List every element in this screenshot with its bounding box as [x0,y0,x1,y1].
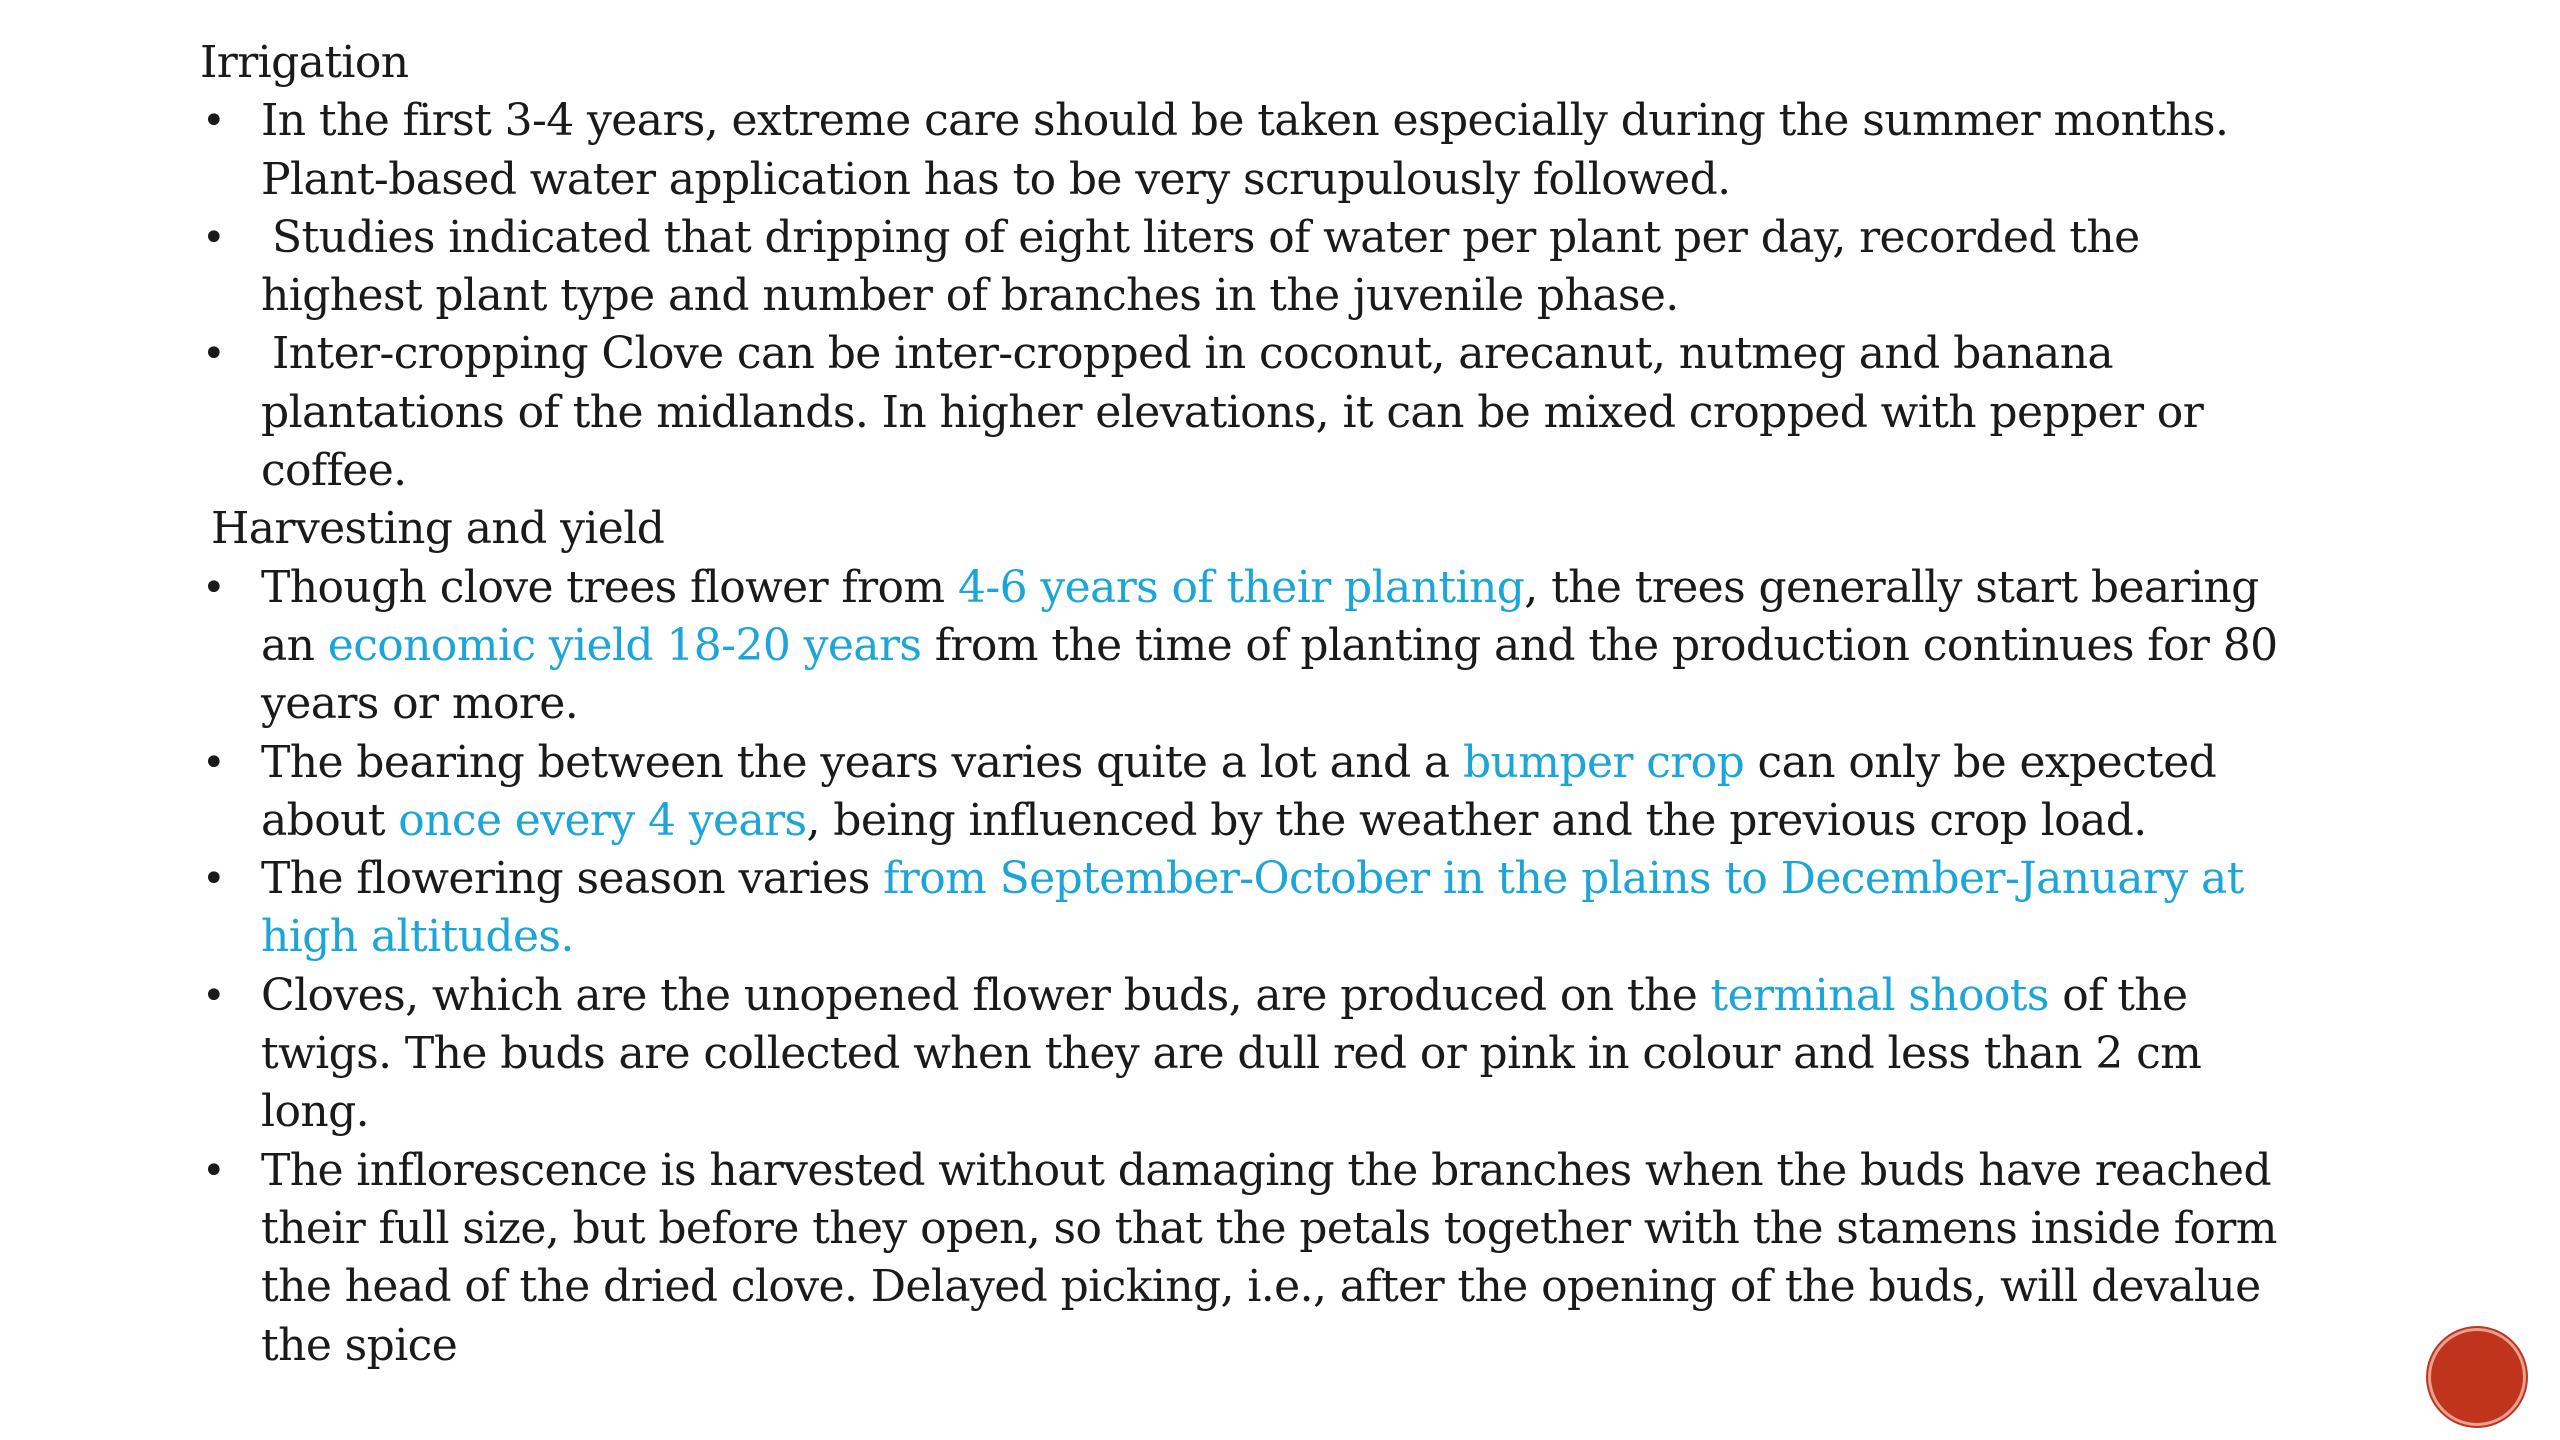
bullet-icon: • [202,972,225,1019]
bullet-icon: • [202,98,225,145]
bullet-text: Inter-cropping Clove can be inter-cropped in coconut, arecanut, nutmeg and banana plantations of the midlands. In higher elevations, it can be mixed cropped with pepper or coffee. [261,328,2204,497]
bullet-item [200,967,2310,1142]
slide-content [200,34,2310,1375]
bullet-text: The inflorescence is harvested without damaging the branches when the buds have reached their full size, but before they open, so that the petals together with the stamens inside form the head of the dried clove. Delayed picking, i.e., after the opening of the buds, will devalue the spice [261,1144,2277,1371]
bullet-text: , the trees generally start bearing an [261,561,2259,671]
bullet-item [200,850,2310,967]
bullet-text: Cloves, which are the unopened flower buds, are produced on the [261,969,1711,1021]
bullet-icon: • [202,564,225,611]
page-number-badge-icon [2428,1328,2526,1426]
highlighted-text: from September-October in the plains to December-January at high altitudes. [261,853,2244,963]
bullet-icon: • [202,739,225,786]
bullet-text: Studies indicated that dripping of eight liters of water per plant per day, recorded the highest plant type and number of branches in the juvenile phase. [261,211,2140,322]
bullet-item [200,734,2310,851]
highlighted-text: economic yield 18-20 years [327,619,922,671]
bullet-text: In the first 3-4 years, extreme care should be taken especially during the summer months. Plant-based water application has to be very scrupulously followed. [261,95,2229,205]
bullet-item [200,559,2310,734]
harvesting-bullet-list [200,559,2310,1375]
highlighted-text: terminal shoots [1710,969,2049,1021]
bullet-item [200,325,2310,500]
bullet-icon: • [202,856,225,903]
bullet-item [200,92,2310,209]
bullet-text: , being influenced by the weather and the previous crop load. [806,794,2147,846]
highlighted-text: bumper crop [1462,736,1745,788]
bullet-text: The bearing between the years varies quite a lot and a [261,736,1463,788]
bullet-text: from the time of planting and the production continues for 80 years or more. [261,619,2278,730]
bullet-text: Though clove trees flower from [261,561,958,613]
bullet-text: can only be expected about [261,736,2217,846]
section-heading-irrigation: Irrigation [200,37,409,88]
bullet-text: The flowering season varies [261,853,884,905]
highlighted-text: once every 4 years [398,794,807,846]
bullet-item [200,209,2310,326]
bullet-text: of the twigs. The buds are collected when they are dull red or pink in colour and less than 2 cm long. [261,969,2202,1138]
bullet-icon: • [202,331,225,378]
bullet-icon: • [202,214,225,261]
section-heading-harvesting: Harvesting and yield [211,503,665,555]
bullet-icon: • [202,1147,225,1194]
irrigation-bullet-list [200,92,2310,500]
highlighted-text: 4-6 years of their planting [957,561,1525,613]
bullet-item [200,1142,2310,1375]
